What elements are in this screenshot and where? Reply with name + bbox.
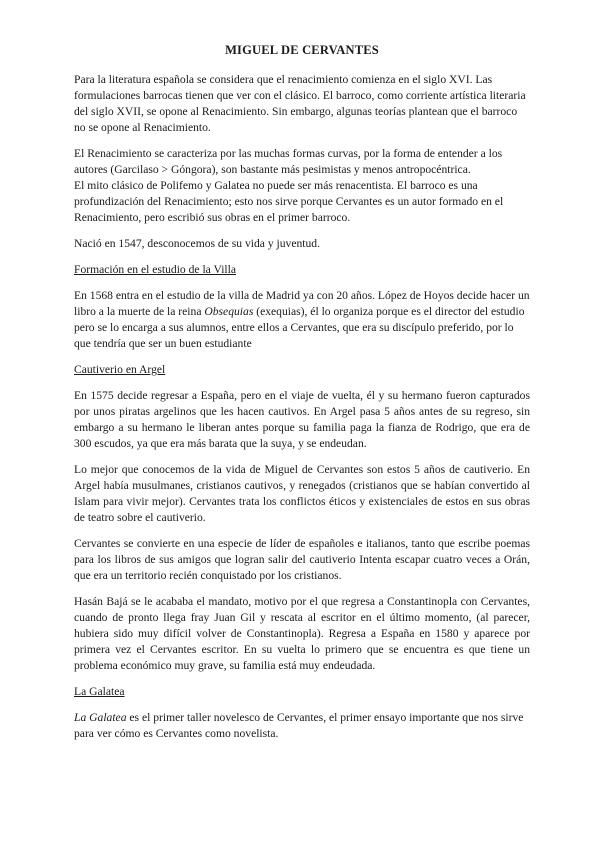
document-page xyxy=(74,42,530,752)
paragraph-cautiverio-4: Hasán Bajá se le acababa el mandato, motivo por el que regresa a Constantinopla con Cervantes, cuando de pronto llega fray Juan Gil y rescata al escritor en el último momento, (al parecer, hubiera sido muy difícil volver de Constantinopla). Regresa a España en 1580 y aparece por primera vez el Cervantes escritor. En su vuelta lo primero que se encuentra es que tiene un problema económico muy grave, su familia está muy endeudada. xyxy=(74,595,530,672)
paragraph-renacimiento-line2: El mito clásico de Polifemo y Galatea no puede ser más renacentista. El barroco es una profundización del Renacimiento; esto nos sirve porque Cervantes es un autor formado en el Renacimiento, pero escribió sus obras en el primer barroco. xyxy=(74,179,504,224)
paragraph-galatea-text: es el primer taller novelesco de Cervantes, el primer ensayo importante que nos sirve para ver cómo es Cervantes como novelista. xyxy=(74,711,524,740)
paragraph-formacion-text-a: En 1568 entra en el estudio de la villa de Madrid ya con 20 años. López de Hoyos decide hacer un libro a la muerte de la reina xyxy=(74,289,530,318)
paragraph-cautiverio-1: En 1575 decide regresar a España, pero en el viaje de vuelta, él y su hermano fueron capturados por unos piratas argelinos que les hacen cautivos. En Argel pasa 5 años antes de su regreso, sin embargo a su hermano le liberan antes porque su familia paga la fianza de Rodrigo, que era de 300 escudos, ya que era más barata que la suya, y se endeudan. xyxy=(74,389,530,450)
paragraph-renacimiento-line1: El Renacimiento se caracteriza por las muchas formas curvas, por la forma de entender a los autores (Garcilaso > Góngora), son bastante más pesimistas y menos antropocéntrica. xyxy=(74,147,503,176)
paragraph-cautiverio-2: Lo mejor que conocemos de la vida de Miguel de Cervantes son estos 5 años de cautiverio. En Argel había musulmanes, cristianos cautivos, y renegados (cristianos que se habían convertido al Islam para vivir mejor). Cervantes trata los conflictos éticos y existenciales de estos en sus obras de teatro sobre el cautiverio. xyxy=(74,463,530,524)
section-heading-galatea: La Galatea xyxy=(74,685,125,698)
document-title: MIGUEL DE CERVANTES xyxy=(225,43,379,57)
paragraph-cautiverio-3: Cervantes se convierte en una especie de líder de españoles e italianos, tanto que escribe poemas para los libros de sus amigos que logran salir del cautiverio Intenta escapar cuatro veces a Orán, que era un territorio recién conquistado por los cristianos. xyxy=(74,537,530,582)
paragraph-galatea-italic: La Galatea xyxy=(74,711,127,724)
section-heading-formacion: Formación en el estudio de la Villa xyxy=(74,263,237,276)
paragraph-galatea xyxy=(74,710,530,742)
paragraph-formacion xyxy=(74,288,530,352)
paragraph-renacimiento xyxy=(74,146,530,226)
section-heading-cautiverio: Cautiverio en Argel xyxy=(74,363,166,376)
paragraph-intro: Para la literatura española se considera que el renacimiento comienza en el siglo XVI. Las formulaciones barrocas tienen que ver con el clásico. El barroco, como corriente artística literaria del siglo XVII, se opone al Renacimiento. Sin embargo, algunas teorías plantean que el barroco no se opone al Renacimiento. xyxy=(74,73,526,134)
paragraph-formacion-text-b: (exequias), él lo organiza porque es el director del estudio pero se lo encarga a sus alumnos, entre ellos a Cervantes, que era su discípulo preferido, por lo que tendría que ser un buen estudiante xyxy=(74,305,525,350)
paragraph-formacion-italic: Obsequias xyxy=(204,305,254,318)
paragraph-nacimiento: Nació en 1547, desconocemos de su vida y juventud. xyxy=(74,237,320,250)
